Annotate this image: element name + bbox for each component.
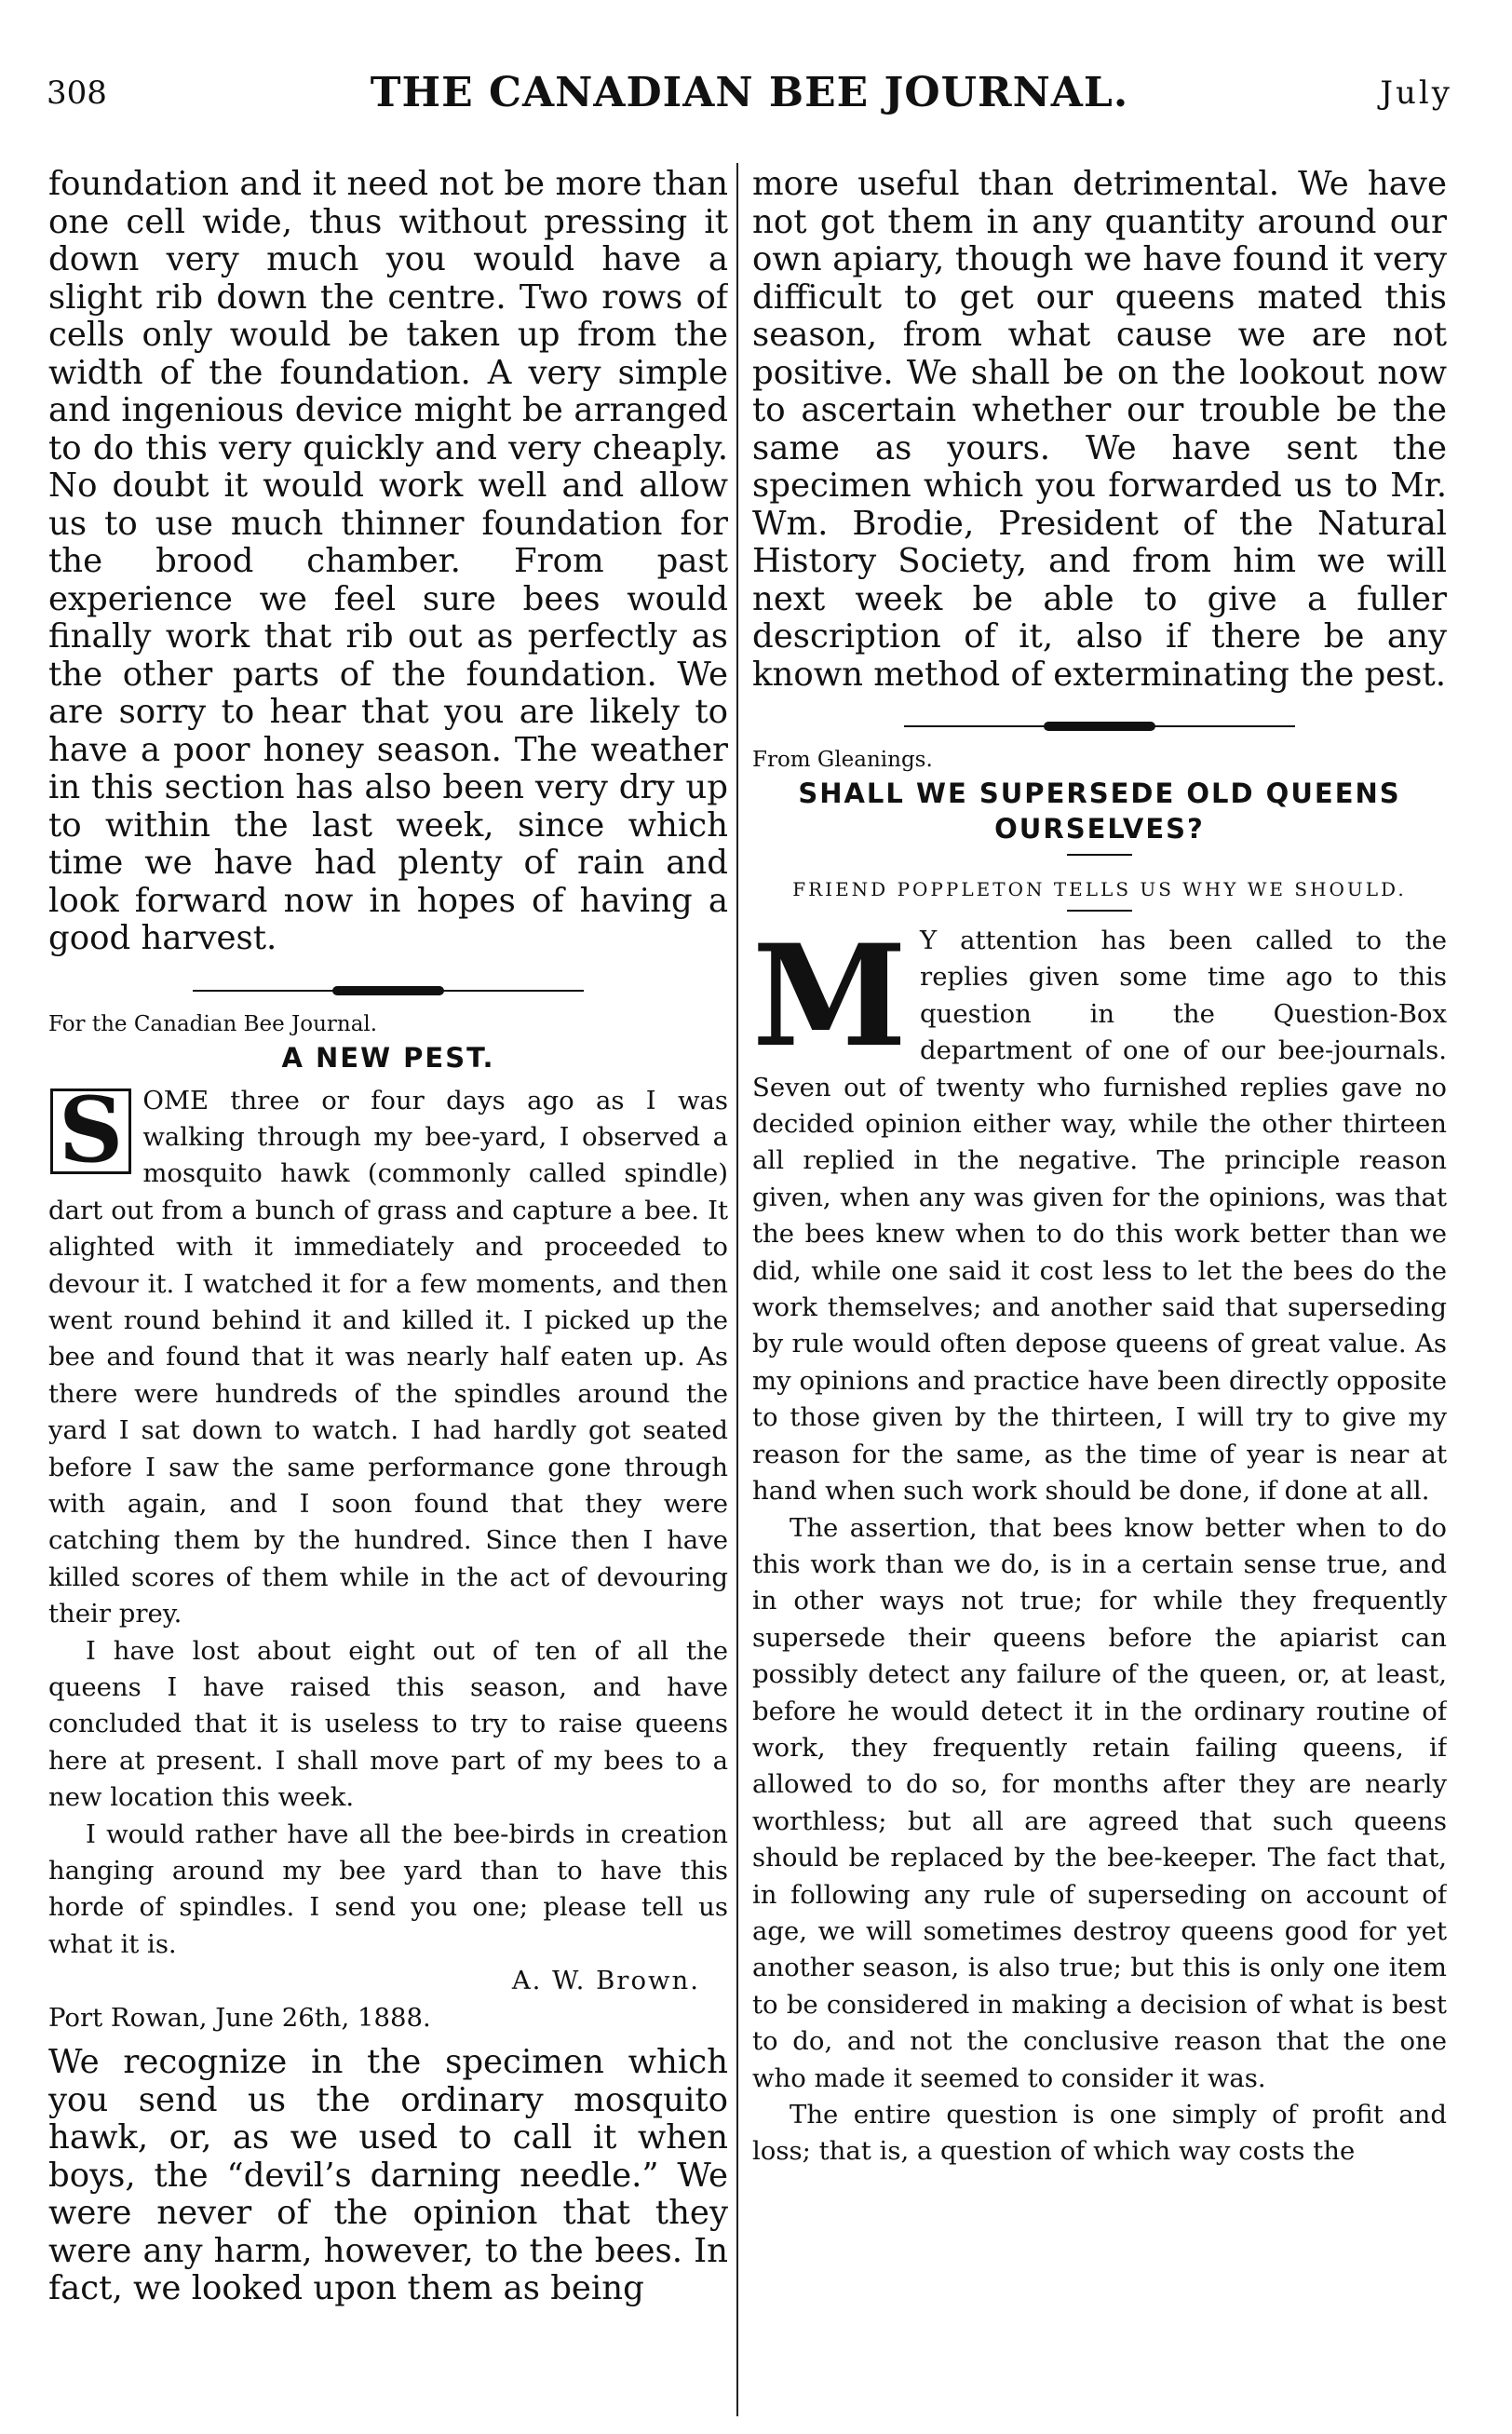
drop-cap: M — [752, 914, 908, 1078]
journal-title: THE CANADIAN BEE JOURNAL. — [370, 69, 1129, 116]
article-source: For the Canadian Bee Journal. — [48, 1011, 378, 1036]
article-paragraph: The assertion, that bees know better when to do this work than we do, is in a certain sense true, and in other ways not true; for while they frequently supersede their queens before the apiarist can possibly detect any failure of the queen, or, at least, before he would detect it in the ordinary routine of work, they frequently retain failing queens, if allowed to do so, for months after they are nearly worthless; but all are agreed that such queens should be replaced by the bee-keeper. The fact that, in following any rule of superseding on account of age, we will sometimes destroy queens good for yet another season, is also true; but this is only one item to be considered in making a decision of what is best to do, and not the conclusive reason that the one who made it seemed to consider it was. — [752, 1512, 1447, 2093]
author-signature: A. W. Brown. — [511, 1966, 700, 1996]
left-column — [48, 166, 728, 2410]
article-source: From Gleanings. — [752, 748, 933, 772]
title-rule — [1067, 854, 1132, 856]
page-header — [47, 65, 1452, 130]
drop-cap: S — [50, 1089, 131, 1174]
continued-editorial-text: foundation and it need not be more than one cell wide, thus without pressing it down very much you would have a slight rib down the centre. Two rows of cells only would be taken up from the width of the foundation. A very simple and ingenious device might be arranged to do this very quickly and very cheaply. No doubt it would work well and allow us to use much thinner foundation for the brood chamber. From past experience we feel sure bees would finally work that rib out as perfectly as the other parts of the foundation. We are sorry to hear that you are likely to have a poor honey season. The weather in this section has also been very dry up to within the last week, since which time we have had plenty of rain and look forward now in hopes of having a good harvest. — [48, 166, 728, 957]
issue-month: July — [1380, 74, 1452, 112]
right-column — [752, 166, 1447, 2410]
article-subheading: FRIEND POPPLETON TELLS US WHY WE SHOULD. — [792, 878, 1407, 900]
section-ornament — [193, 986, 584, 995]
editorial-reply: We recognize in the specimen which you send us the ordinary mosquito hawk, or, as we used to call it when boys, the “devil’s darning needle.” We were never of the opinion that they were any harm, however, to the bees. In fact, we looked upon them as being — [48, 2043, 728, 2308]
section-ornament — [904, 722, 1295, 731]
editorial-reply-continued: more useful than detrimental. We have not got them in any quantity around our own apiary, though we have found it very difficult to get our queens mated this season, from what cause we are not positive. We shall be on the lookout now to ascertain whether our trouble be the same as yours. We have sent the specimen which you forwarded us to Mr. Wm. Brodie, President of the Natural History Society, and from him we will next week be able to give a fuller description of it, also if there be any known method of exterminating the pest. — [752, 166, 1447, 694]
article-paragraph: M Y attention has been called to the replies given some time ago to this question in the Question-Box department of one of our bee-journals. Seven out of twenty who furnished replies gave no decided opinion either way, while the other thirteen all replied in the negative. The principle reason given, when any was given for the opinions, was that the bees knew when to do this work better than we did, while one said it cost less to let the bees do the work themselves; and another said that superseding by rule would often depose queens of great value. As my opinions and practice have been directly opposite to those given by the thirteen, I will try to give my reason for the same, as the time of year is near at hand when such work should be done, if done at all. — [752, 914, 1447, 1507]
article-paragraph: The entire question is one simply of profit and loss; that is, a question of which way costs the — [752, 2100, 1447, 2167]
article-paragraph: I have lost about eight out of ten of all the queens I have raised this season, and have concluded that it is useless to try to raise queens here at present. I shall move part of my bees to a new location this week. — [48, 1635, 728, 1813]
article-title: SHALL WE SUPERSEDE OLD QUEENS OURSELVES? — [798, 778, 1401, 845]
column-divider — [736, 163, 738, 2416]
page-number: 308 — [47, 74, 107, 112]
subheading-rule — [1067, 910, 1132, 912]
place-date: Port Rowan, June 26th, 1888. — [48, 2002, 431, 2033]
article-title: A NEW PEST. — [281, 1041, 495, 1074]
article-paragraph: S OME three or four days ago as I was walking through my bee-yard, I observed a mosquito hawk (commonly called spindle) dart out from a bunch of grass and capture a bee. It alighted with it immediately and proceeded to devour it. I watched it for a few moments, and then went round behind it and killed it. I picked up the bee and found that it was nearly half eaten up. As there were hundreds of the spindles around the yard I sat down to watch. I had hardly got seated before I saw the same performance gone through with again, and I soon found that they were catching them by the hundred. Since then I have killed scores of them while in the act of devouring their prey. — [48, 1076, 728, 1629]
article-paragraph: I would rather have all the bee-birds in creation hanging around my bee yard than to have this horde of spindles. I send you one; please tell us what it is. — [48, 1819, 728, 1959]
